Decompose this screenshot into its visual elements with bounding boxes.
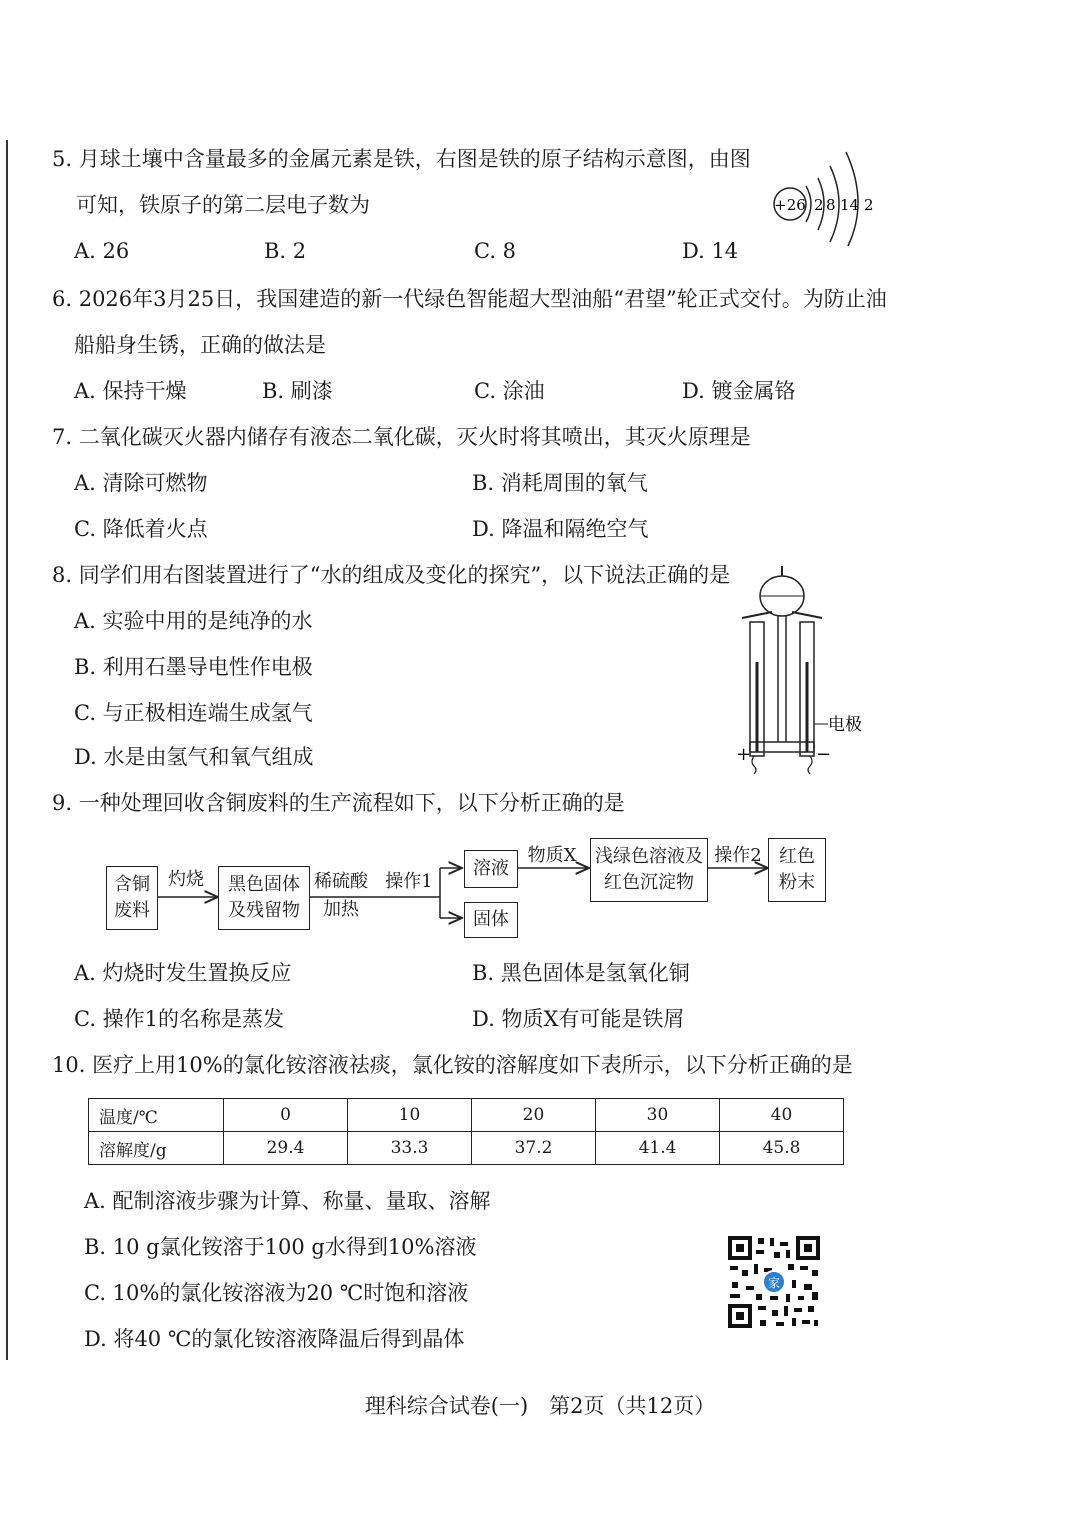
box2-line1: 黑色固体 [228,874,300,895]
solubility-table [88,1098,844,1165]
q10-stem: 10. 医疗上用10%的氯化铵溶液祛痰，氯化铵的溶解度如下表所示，以下分析正确的是 [52,1053,853,1077]
page-footer: 理科综合试卷(一) 第2页（共12页） [364,1394,716,1418]
flow-box-red-powder [768,838,826,902]
label-operation-1: 操作1 [385,871,433,892]
q9-stem: 9. 一种处理回收含铜废料的生产流程如下，以下分析正确的是 [52,791,625,815]
box1-line1: 含铜 [114,874,150,895]
temp-cell: 30 [596,1099,720,1132]
row-header-solubility: 溶解度/g [89,1132,224,1165]
box2-line2: 及残留物 [228,900,300,921]
q6-option-b: B. 刷漆 [262,379,333,403]
shell-4-count: 2 [864,196,874,214]
table-row [89,1132,844,1165]
negative-terminal-label: − [816,744,832,765]
q5-option-c: C. 8 [474,239,517,263]
shell-1-count: 2 [814,196,824,214]
q7-option-b: B. 消耗周围的氧气 [472,471,648,495]
q8-stem: 8. 同学们用右图装置进行了“水的组成及变化的探究”，以下说法正确的是 [52,563,731,587]
solubility-cell: 29.4 [224,1132,348,1165]
q7-stem: 7. 二氧化碳灭火器内储存有液态二氧化碳，灭火时将其喷出，其灭火原理是 [52,425,751,449]
shell-2-count: 8 [826,196,836,214]
q5-stem-line1: 5. 月球土壤中含量最多的金属元素是铁，右图是铁的原子结构示意图，由图 [52,147,751,171]
temp-cell: 20 [472,1099,596,1132]
box5-line1: 浅绿色溶液及 [595,846,703,867]
qr-code-icon[interactable] [726,1234,822,1330]
shell-3-count: 14 [840,196,860,214]
q6-option-c: C. 涂油 [474,379,545,403]
temp-cell: 0 [224,1099,348,1132]
table-row [89,1099,844,1132]
q10-option-b: B. 10 g氯化铵溶于100 g水得到10%溶液 [84,1235,477,1259]
electrode-label: 电极 [828,715,862,735]
q10-option-d: D. 将40 ℃的氯化铵溶液降温后得到晶体 [84,1327,465,1351]
q6-option-a: A. 保持干燥 [74,379,187,403]
positive-terminal-label: + [736,744,752,765]
flow-box-green-solution [590,838,708,902]
label-dilute-sulfuric-acid: 稀硫酸 [314,871,368,892]
label-roast: 灼烧 [168,869,204,890]
label-operation-2: 操作2 [714,845,762,866]
q5-option-a: A. 26 [74,239,130,263]
label-heating: 加热 [323,899,359,920]
q9-option-d: D. 物质X有可能是铁屑 [472,1007,685,1031]
q5-option-b: B. 2 [264,239,307,263]
q5-option-d: D. 14 [682,239,739,263]
row-header-temperature: 温度/℃ [89,1099,224,1132]
q9-option-a: A. 灼烧时发生置换反应 [74,961,292,985]
temp-cell: 10 [348,1099,472,1132]
label-substance-x: 物质X [527,845,577,866]
flow-box-solid: 固体 [464,902,518,938]
q6-stem-line1: 6. 2026年3月25日，我国建造的新一代绿色智能超大型油船“君望”轮正式交付。为防止油 [52,287,887,311]
temp-cell: 40 [720,1099,844,1132]
q5-stem-line2: 可知，铁原子的第二层电子数为 [76,193,370,217]
q8-option-c: C. 与正极相连端生成氢气 [74,701,313,725]
solubility-cell: 45.8 [720,1132,844,1165]
q9-option-c: C. 操作1的名称是蒸发 [74,1007,285,1031]
atom-nucleus-charge: +26 [774,196,806,214]
q8-option-b: B. 利用石墨导电性作电极 [74,655,313,679]
q7-option-d: D. 降温和隔绝空气 [472,517,649,541]
flow-box-solution: 溶液 [464,850,518,888]
q7-option-a: A. 清除可燃物 [74,471,208,495]
box6-line2: 粉末 [779,872,815,893]
q9-option-b: B. 黑色固体是氢氧化铜 [472,961,690,985]
q10-option-a: A. 配制溶液步骤为计算、称量、量取、溶解 [84,1189,491,1213]
solubility-cell: 41.4 [596,1132,720,1165]
solubility-cell: 37.2 [472,1132,596,1165]
q6-option-d: D. 镀金属铬 [682,379,796,403]
box5-line2: 红色沉淀物 [604,872,694,893]
solubility-cell: 33.3 [348,1132,472,1165]
q7-option-c: C. 降低着火点 [74,517,208,541]
q8-option-d: D. 水是由氢气和氧气组成 [74,745,314,769]
box1-line2: 废料 [114,900,150,921]
q10-option-c: C. 10%的氯化铵溶液为20 ℃时饱和溶液 [84,1281,469,1305]
qr-badge-text: 家 [767,1276,781,1290]
q6-stem-line2: 船船身生锈，正确的做法是 [74,333,326,357]
q8-option-a: A. 实验中用的是纯净的水 [74,609,313,633]
flow-box-black-solid [218,866,310,930]
flow-box-copper-waste [106,866,158,930]
box6-line1: 红色 [779,846,815,867]
